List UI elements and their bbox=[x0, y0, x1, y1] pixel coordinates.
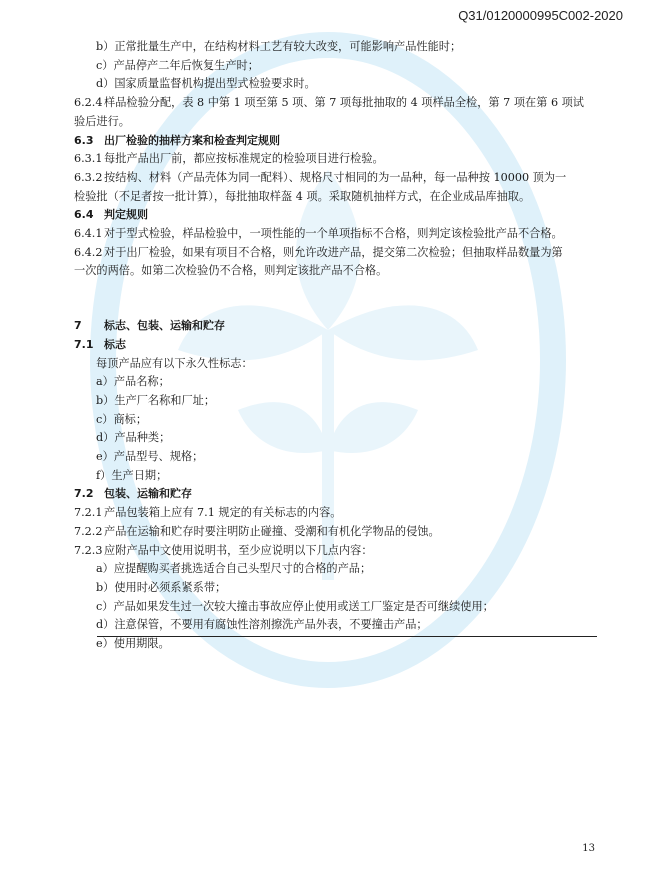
section-heading bbox=[74, 132, 602, 151]
text-line bbox=[74, 38, 602, 57]
end-rule bbox=[97, 636, 597, 637]
line-text: 对于型式检验，样品检验中，一项性能的一个单项指标不合格，则判定该检验批产品不合格。 bbox=[104, 227, 563, 241]
clause-number: 6.2.4 bbox=[74, 96, 103, 110]
text-line bbox=[74, 560, 602, 579]
line-text: 检验批（不足者按一批计算），每批抽取样盔 4 项。采取随机抽样方式，在企业成品库抽取。 bbox=[74, 189, 531, 203]
section-heading bbox=[74, 317, 602, 336]
section-heading bbox=[74, 485, 602, 504]
text-line bbox=[74, 244, 602, 263]
clause-number: 7.2.3 bbox=[74, 543, 103, 557]
text-line bbox=[74, 169, 602, 188]
line-text: 产品包装箱上应有 7.1 规定的有关标志的内容。 bbox=[104, 506, 342, 520]
line-text: b）使用时必须系紧系带； bbox=[96, 580, 227, 594]
line-text: 每顶产品应有以下永久性标志： bbox=[96, 356, 253, 370]
line-text: d）产品种类； bbox=[96, 431, 171, 445]
spacer bbox=[74, 299, 602, 317]
text-line bbox=[74, 355, 602, 374]
clause-number: 6.4 bbox=[74, 208, 94, 222]
clause-number: 7.1 bbox=[74, 337, 94, 351]
line-text: f）生产日期； bbox=[96, 468, 168, 482]
clause-number: 7.2 bbox=[74, 487, 94, 501]
text-line bbox=[74, 579, 602, 598]
text-line bbox=[74, 392, 602, 411]
text-line bbox=[74, 411, 602, 430]
text-line bbox=[74, 150, 602, 169]
clause-number: 6.3.1 bbox=[74, 152, 103, 166]
text-line bbox=[74, 598, 602, 617]
line-text: b）正常批量生产中，在结构材料工艺有较大改变，可能影响产品性能时； bbox=[96, 40, 462, 53]
line-text: d）注意保管，不要用有腐蚀性溶剂擦洗产品外表，不要撞击产品； bbox=[96, 618, 428, 632]
line-text: 一次的两倍。如第二次检验仍不合格，则判定该批产品不合格。 bbox=[74, 264, 388, 278]
text-line bbox=[74, 94, 602, 113]
text-line bbox=[74, 504, 602, 523]
text-line bbox=[74, 542, 602, 561]
text-line bbox=[74, 373, 602, 392]
text-line bbox=[74, 635, 602, 654]
text-line bbox=[74, 225, 602, 244]
line-text: c）产品如果发生过一次较大撞击事故应停止使用或送工厂鉴定是否可继续使用； bbox=[96, 599, 494, 613]
line-text: e）使用期限。 bbox=[96, 637, 170, 651]
clause-number: 6.3.2 bbox=[74, 170, 103, 184]
text-line bbox=[74, 57, 602, 76]
line-text: 按结构、材料（产品壳体为同一配料）、规格尺寸相同的为一品种，每一品种按 10000 顶为一 bbox=[104, 170, 567, 184]
line-text: 产品在运输和贮存时要注明防止碰撞、受潮和有机化学物品的侵蚀。 bbox=[104, 524, 440, 538]
spacer bbox=[74, 281, 602, 299]
line-text: d）国家质量监督机构提出型式检验要求时。 bbox=[96, 77, 316, 91]
document-body bbox=[74, 38, 602, 654]
text-line bbox=[74, 448, 602, 467]
line-text: 判定规则 bbox=[104, 208, 148, 222]
text-line bbox=[74, 467, 602, 486]
document-code: Q31/0120000995C002-2020 bbox=[458, 8, 623, 23]
section-heading bbox=[74, 206, 602, 225]
text-line bbox=[74, 262, 602, 281]
line-text: 验后进行。 bbox=[74, 114, 130, 128]
clause-number: 6.4.2 bbox=[74, 245, 103, 259]
section-heading bbox=[74, 336, 602, 355]
line-text: b）生产厂名称和厂址； bbox=[96, 393, 216, 407]
line-text: c）产品停产二年后恢复生产时； bbox=[96, 58, 259, 72]
text-line bbox=[74, 429, 602, 448]
line-text: e）产品型号、规格； bbox=[96, 450, 204, 464]
text-line bbox=[74, 616, 602, 635]
line-text: a）应提醒购买者挑选适合自己头型尺寸的合格的产品； bbox=[96, 562, 372, 576]
text-line bbox=[74, 113, 602, 132]
text-line bbox=[74, 188, 602, 207]
clause-number: 6.3 bbox=[74, 133, 94, 147]
line-text: 标志、包装、运输和贮存 bbox=[104, 319, 225, 333]
line-text: 每批产品出厂前，都应按标准规定的检验项目进行检验。 bbox=[104, 152, 384, 166]
line-text: 出厂检验的抽样方案和检查判定规则 bbox=[104, 133, 280, 147]
clause-number: 6.4.1 bbox=[74, 227, 103, 241]
clause-number: 7.2.1 bbox=[74, 506, 103, 520]
line-text: 样品检验分配，表 8 中第 1 项至第 5 项、第 7 项每批抽取的 4 项样品全检，第 7 项在第 6 项试 bbox=[104, 96, 584, 110]
clause-number: 7 bbox=[74, 319, 82, 333]
line-text: a）产品名称； bbox=[96, 375, 170, 389]
clause-number: 7.2.2 bbox=[74, 524, 103, 538]
text-line bbox=[74, 523, 602, 542]
line-text: 应附产品中文使用说明书，至少应说明以下几点内容： bbox=[104, 543, 373, 557]
line-text: 对于出厂检验，如果有项目不合格，则允许改进产品，提交第二次检验；但抽取样品数量为第 bbox=[104, 245, 563, 259]
line-text: 标志 bbox=[104, 337, 126, 351]
text-line bbox=[74, 75, 602, 94]
page-number: 13 bbox=[582, 843, 595, 854]
line-text: 包装、运输和贮存 bbox=[104, 487, 192, 501]
line-text: c）商标； bbox=[96, 412, 148, 426]
